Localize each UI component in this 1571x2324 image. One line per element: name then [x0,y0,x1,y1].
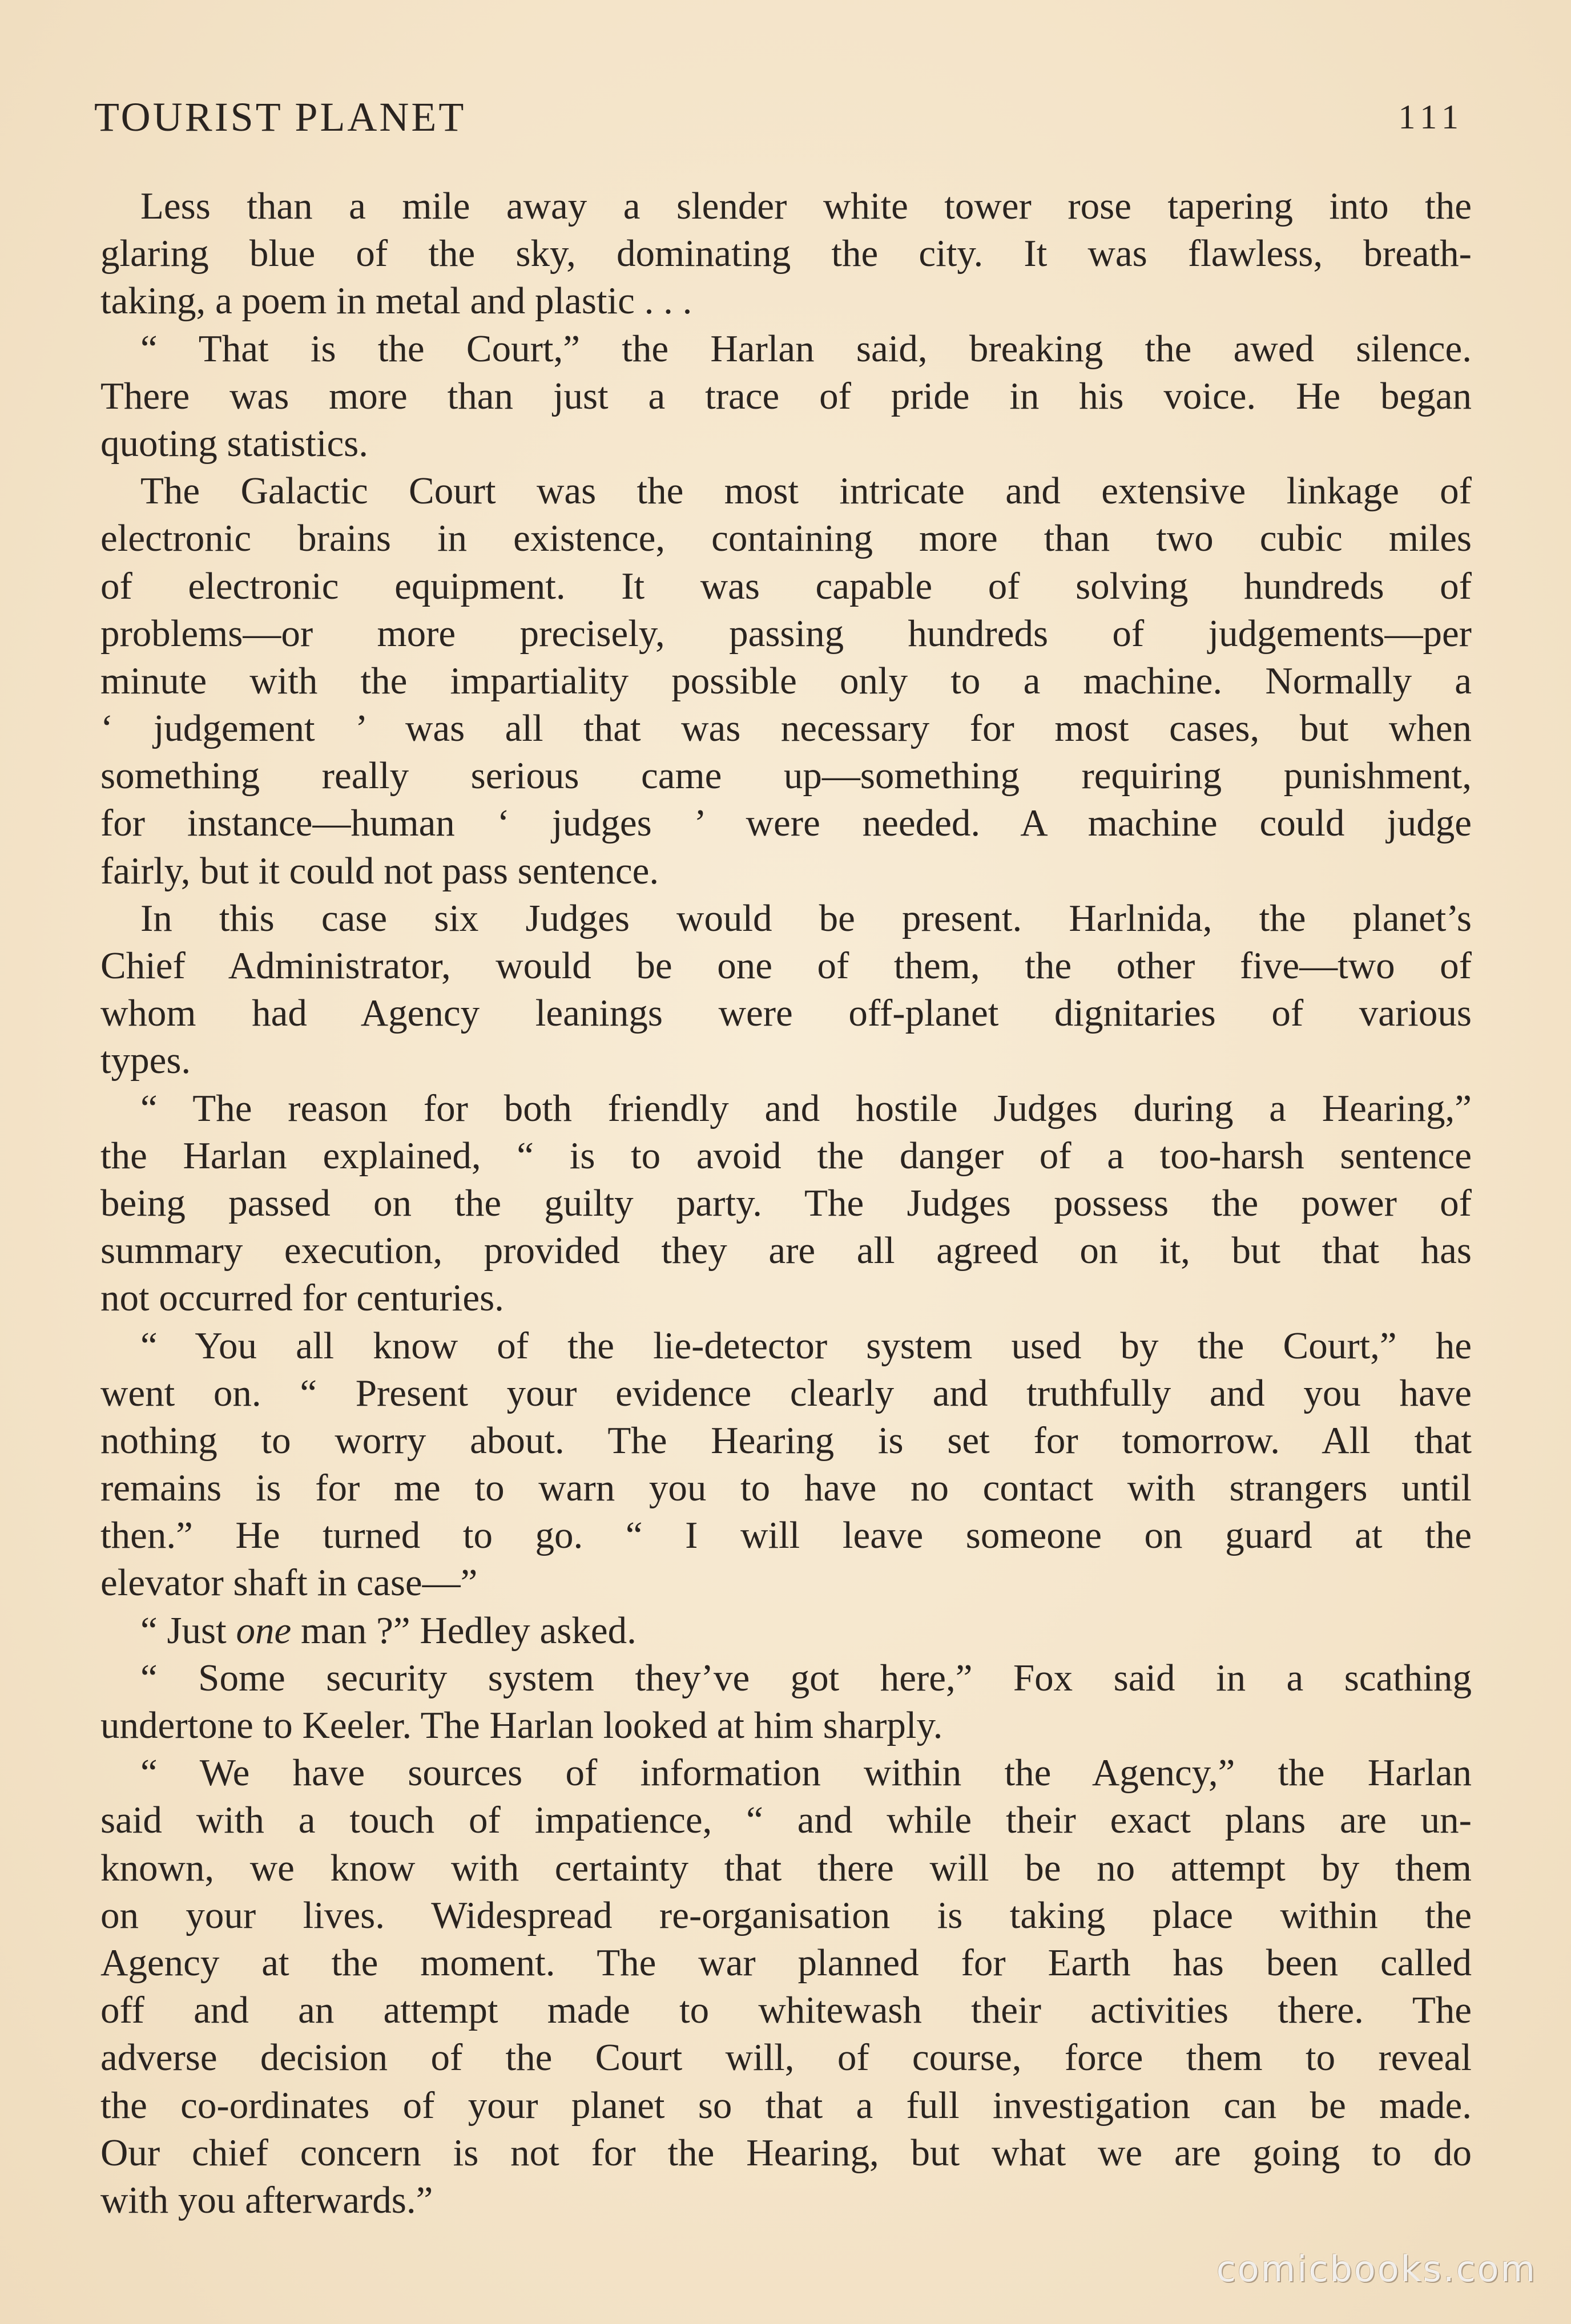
text-line: remains is for me to warn you to have no contact with strangers until [100,1467,1472,1510]
paragraph [100,1085,1472,1322]
text-line: problems—or more precisely, passing hundreds of judgements—per [100,612,1472,655]
paragraph [100,895,1472,1085]
text-line: adverse decision of the Court will, of course, force them to reveal [100,2036,1472,2079]
text-line: said with a touch of impatience, “ and while their exact plans are un- [100,1799,1472,1842]
text-line: “ Just one man ?” Hedley asked. [140,1609,637,1652]
emphasis: one [236,1609,292,1652]
text-line: being passed on the guilty party. The Judges possess the power of [100,1181,1472,1224]
paragraph [100,183,1472,325]
text-line: elevator shaft in case—” [100,1562,478,1604]
text-line: off and an attempt made to whitewash their activities there. The [100,1989,1472,2032]
text-line: Less than a mile away a slender white tower rose tapering into the [140,185,1472,227]
text-line: types. [100,1039,191,1082]
text-line: not occurred for centuries. [100,1277,504,1320]
paragraph [100,1322,1472,1607]
page-number: 111 [1398,98,1464,136]
text-line: of electronic equipment. It was capable of solving hundreds of [100,564,1472,607]
text-line: Chief Administrator, would be one of them, the other five—two of [100,945,1472,987]
running-header [94,86,1464,148]
text-line: “ Some security system they’ve got here,” Fox said in a scathing [140,1656,1472,1699]
text-line: whom had Agency leanings were off-planet dignitaries of various [100,992,1472,1035]
running-title: TOURIST PLANET [94,94,466,140]
text-line: Agency at the moment. The war planned for Earth has been called [100,1941,1472,1984]
text-line: “ We have sources of information within the Agency,” the Harlan [140,1752,1472,1794]
text-line: summary execution, provided they are all agreed on it, but that has [100,1229,1472,1272]
paragraph [100,1749,1472,2224]
text-line: nothing to worry about. The Hearing is set for tomorrow. All that [100,1419,1472,1462]
watermark: comicbooks.com [1216,2248,1537,2290]
text-line: In this case six Judges would be present. Harlnida, the planet’s [140,897,1472,939]
text-line: taking, a poem in metal and plastic . . . [100,280,692,322]
paragraph [100,325,1472,468]
body-text [100,183,1472,2224]
text-line: something really serious came up—something requiring punishment, [100,755,1472,797]
text-line: ‘ judgement ’ was all that was necessary for most cases, but when [100,707,1472,750]
text-line: Our chief concern is not for the Hearing, but what we are going to do [100,2131,1472,2174]
text-line: There was more than just a trace of pride in his voice. He began [100,374,1472,417]
text-line: “ The reason for both friendly and hostile Judges during a Hearing,” [140,1087,1472,1129]
text-line: on your lives. Widespread re-organisation is taking place within the [100,1894,1472,1936]
text-line: the co-ordinates of your planet so that a full investigation can be made. [100,2084,1472,2127]
paragraph [100,1655,1472,1749]
text-line: glaring blue of the sky, dominating the city. It was flawless, breath- [100,232,1472,275]
text-line: then.” He turned to go. “ I will leave someone on guard at the [100,1514,1472,1557]
text-line: minute with the impartiality possible only to a machine. Normally a [100,659,1472,702]
text-line: The Galactic Court was the most intricate and extensive linkage of [140,470,1472,513]
text-line: “ That is the Court,” the Harlan said, breaking the awed silence. [140,327,1472,370]
text-line: known, we know with certainty that there will be no attempt by them [100,1846,1472,1889]
text-line: the Harlan explained, “ is to avoid the danger of a too-harsh sentence [100,1134,1472,1177]
text-line: for instance—human ‘ judges ’ were needed. A machine could judge [100,802,1472,845]
paragraph [100,1607,1472,1655]
text-line: fairly, but it could not pass sentence. [100,849,659,892]
text-line: with you afterwards.” [100,2178,433,2221]
text-line: undertone to Keeler. The Harlan looked at him sharply. [100,1704,943,1746]
text-line: “ You all know of the lie-detector system used by the Court,” he [140,1324,1472,1367]
text-line: electronic brains in existence, containing more than two cubic miles [100,517,1472,560]
text-line: quoting statistics. [100,422,368,465]
paragraph [100,467,1472,895]
text-line: went on. “ Present your evidence clearly and truthfully and you have [100,1371,1472,1414]
